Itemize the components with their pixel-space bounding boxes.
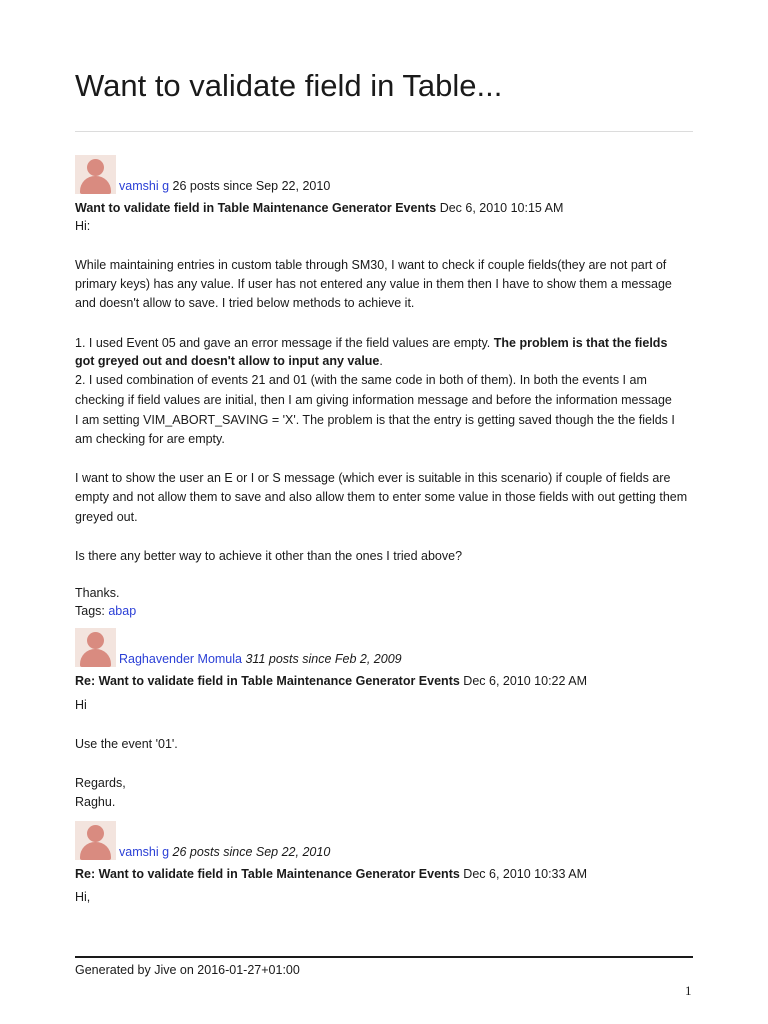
- author-post-count: 311 posts since Feb 2, 2009: [245, 652, 402, 666]
- post-text: I am setting VIM_ABORT_SAVING = 'X'. The problem is that the entry is getting saved though the the fields I: [75, 413, 675, 427]
- post-list-item: 2. I used combination of events 21 and 01 (with the same code in both of them). In both the events I am: [75, 373, 647, 387]
- post-text: I want to show the user an E or I or S message (which ever is suitable in this scenario) if couple of fields are: [75, 471, 671, 485]
- post-greeting: Hi: [75, 698, 87, 712]
- post-header: [75, 154, 330, 194]
- post-header: [75, 627, 402, 667]
- avatar-icon: [75, 821, 116, 860]
- post-signature: Raghu.: [75, 795, 116, 809]
- page-number: 1: [685, 983, 692, 998]
- post-text: Use the event '01'.: [75, 737, 178, 751]
- post-subject-line: [75, 867, 587, 881]
- post-subject: Want to validate field in Table Maintenance Generator Events: [75, 201, 437, 215]
- post-text: empty and not allow them to save and also allow them to enter some value in those fields with out getting them: [75, 490, 688, 504]
- post-header: [75, 820, 330, 860]
- post-signoff: Regards,: [75, 776, 126, 790]
- post-text: .: [379, 354, 383, 368]
- post-subject: Re: Want to validate field in Table Maintenance Generator Events: [75, 674, 460, 688]
- page-title: Want to validate field in Table...: [75, 68, 503, 103]
- post-bold-text: The problem is that the fields: [493, 336, 668, 350]
- post-text: primary keys) has any value. If user has not entered any value in them then I have to show them a message: [75, 277, 672, 291]
- post-subject: Re: Want to validate field in Table Maintenance Generator Events: [75, 867, 460, 881]
- avatar-icon: [75, 628, 116, 667]
- footer-generated: Generated by Jive on 2016-01-27+01:00: [75, 963, 300, 977]
- post-subject-line: [75, 674, 587, 688]
- post-text: greyed out.: [75, 510, 138, 524]
- post-tags: [75, 604, 136, 619]
- post-text: am checking for are empty.: [75, 432, 225, 446]
- post-bold-text: got greyed out and doesn't allow to input any value: [75, 354, 380, 368]
- tags-label: Tags:: [75, 604, 109, 618]
- post-text: While maintaining entries in custom table through SM30, I want to check if couple fields(they are not part of: [75, 258, 667, 272]
- title-divider: [75, 131, 693, 132]
- tag-link[interactable]: abap: [108, 604, 137, 618]
- post-subject-line: [75, 201, 563, 215]
- author-link[interactable]: vamshi g: [119, 179, 170, 193]
- post-text: 1. I used Event 05 and gave an error message if the field values are empty.: [75, 336, 494, 350]
- post-list-item-cont: [75, 354, 383, 369]
- post-text: and doesn't allow to save. I tried below methods to achieve it.: [75, 296, 415, 310]
- author-post-count: 26 posts since Sep 22, 2010: [172, 179, 331, 193]
- footer-divider: [75, 956, 693, 958]
- post-list-item: [75, 336, 667, 351]
- avatar-icon: [75, 155, 116, 194]
- post-signoff: Thanks.: [75, 586, 120, 600]
- post-text: checking if field values are initial, then I am giving information message and before the information message: [75, 393, 672, 407]
- post-date: Dec 6, 2010 10:22 AM: [463, 674, 587, 688]
- author-link[interactable]: vamshi g: [119, 845, 170, 859]
- author-post-count: 26 posts since Sep 22, 2010: [172, 845, 331, 859]
- post-date: Dec 6, 2010 10:33 AM: [463, 867, 587, 881]
- post-date: Dec 6, 2010 10:15 AM: [439, 201, 564, 215]
- post-text: Is there any better way to achieve it other than the ones I tried above?: [75, 549, 463, 563]
- author-link[interactable]: Raghavender Momula: [119, 652, 242, 666]
- post-greeting: Hi:: [75, 219, 91, 233]
- post-greeting: Hi,: [75, 890, 91, 904]
